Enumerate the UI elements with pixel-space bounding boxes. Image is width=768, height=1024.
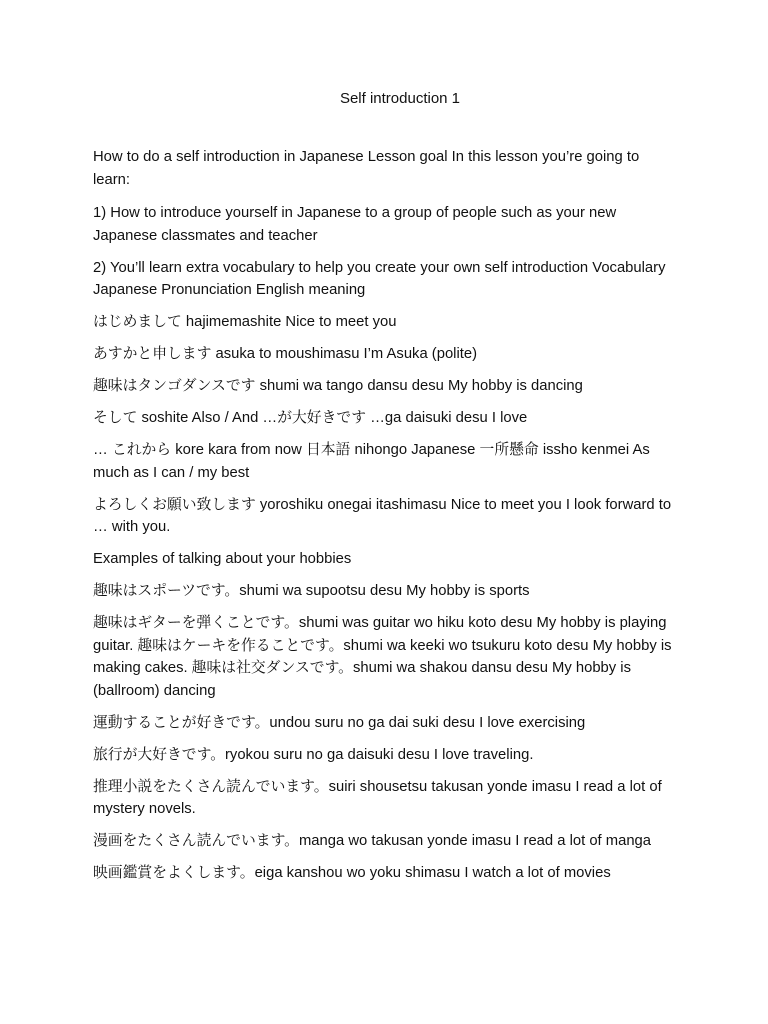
example-mystery-novels: 推理小説をたくさん読んでいます。suiri shousetsu takusan yonde imasu I read a lot of mystery novels. [93,778,662,817]
example-movies: 映画鑑賞をよくします。eiga kanshou wo yoku shimasu I watch a lot of movies [93,865,611,881]
vocab-soshite: そして soshite Also / And …が大好きです …ga daisuki desu I love [93,410,528,426]
example-sports: 趣味はスポーツです。shumi wa supootsu desu My hobby is sports [93,583,530,599]
vocab-korekara: … これから kore kara from now 日本語 nihongo Japanese 一所懸命 issho kenmei As much as I can / my best [93,442,650,481]
example-exercising: 運動することが好きです。undou suru no ga dai suki desu I love exercising [93,714,586,731]
paragraph-intro: How to do a self introduction in Japanese Lesson goal In this lesson you’re going to learn: [93,149,640,188]
document-title: Self introduction 1 [339,90,461,107]
vocab-yoroshiku: よろしくお願い致します yoroshiku onegai itashimasu Nice to meet you I look forward to … with you. [93,496,672,535]
paragraph-goal-1: 1) How to introduce yourself in Japanese to a group of people such as your new Japanese classmates and teacher [93,205,617,244]
section-heading-hobbies: Examples of talking about your hobbies [93,551,352,567]
vocab-shumi: 趣味はタンゴダンスです shumi wa tango dansu desu My hobby is dancing [93,378,583,394]
example-guitar-cakes-dancing: 趣味はギターを弾くことです。shumi was guitar wo hiku koto desu My hobby is playing guitar. 趣味はケーキを作ることです。shumi wa keeki wo tsukuru koto desu My hobby is making cakes. 趣味は社交ダンスです。shumi wa shakou dansu desu My hobby is (ballroom) dancing [93,615,672,699]
vocab-moushimasu: あすかと申します asuka to moushimasu I’m Asuka (polite) [93,346,478,362]
example-manga: 漫画をたくさん読んでいます。manga wo takusan yonde imasu I read a lot of manga [93,833,652,849]
example-traveling: 旅行が大好きです。ryokou suru no ga daisuki desu I love traveling. [93,746,534,763]
vocab-hajimemashite: はじめまして hajimemashite Nice to meet you [93,314,397,330]
paragraph-goal-2: 2) You’ll learn extra vocabulary to help you create your own self introduction Vocabulary Japanese Pronunciation English meaning [93,259,666,298]
document-body [93,146,678,894]
